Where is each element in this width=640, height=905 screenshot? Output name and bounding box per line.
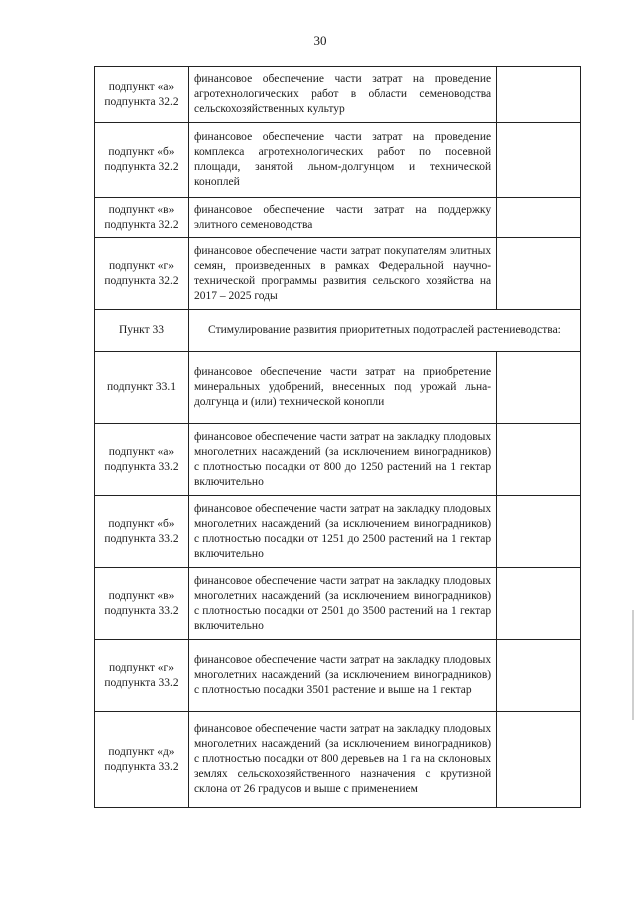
- row-description: финансовое обеспечение части затрат на проведение агротехнологических работ в области семеноводства сельскохозяйственных культур: [188, 67, 496, 123]
- row-label: Пункт 33: [95, 310, 189, 352]
- row-empty-cell: [497, 496, 581, 568]
- table-row: [95, 67, 581, 123]
- row-empty-cell: [497, 67, 581, 123]
- scan-edge-mark: [632, 610, 634, 720]
- row-description: финансовое обеспечение части затрат на закладку плодовых многолетних насаждений (за исключением виноградников) с плотностью посадки 3501 растение и выше на 1 гектар: [188, 640, 496, 712]
- row-label: подпункт «в» подпункта 33.2: [95, 568, 189, 640]
- row-empty-cell: [497, 640, 581, 712]
- table-row: [95, 424, 581, 496]
- row-description: финансовое обеспечение части затрат на закладку плодовых многолетних насаждений (за исключением виноградников) с плотностью посадки от 800 до 1250 растений на 1 гектар включительно: [188, 424, 496, 496]
- row-label: подпункт «а» подпункта 33.2: [95, 424, 189, 496]
- row-label: подпункт «д» подпункта 33.2: [95, 712, 189, 808]
- row-empty-cell: [497, 424, 581, 496]
- row-label: подпункт «в» подпункта 32.2: [95, 198, 189, 238]
- row-empty-cell: [497, 123, 581, 198]
- row-description: финансовое обеспечение части затрат на проведение комплекса агротехнологических работ по посевной площади, занятой льном-долгунцом и технической коноплей: [188, 123, 496, 198]
- table-row: [95, 640, 581, 712]
- row-description: финансовое обеспечение части затрат покупателям элитных семян, произведенных в рамках Федеральной научно-технической программы развития сельского хозяйства на 2017 – 2025 годы: [188, 238, 496, 310]
- row-label: подпункт «г» подпункта 33.2: [95, 640, 189, 712]
- row-description: финансовое обеспечение части затрат на закладку плодовых многолетних насаждений (за исключением виноградников) с плотностью посадки от 1251 до 2500 растений на 1 гектар включительно: [188, 496, 496, 568]
- row-label: подпункт 33.1: [95, 352, 189, 424]
- table-row: [95, 496, 581, 568]
- table-row: [95, 238, 581, 310]
- row-empty-cell: [497, 352, 581, 424]
- table-row: [95, 568, 581, 640]
- page-number: 30: [313, 33, 327, 48]
- subsidy-table: [94, 66, 581, 808]
- row-label: подпункт «б» подпункта 33.2: [95, 496, 189, 568]
- row-label: подпункт «а» подпункта 32.2: [95, 67, 189, 123]
- row-empty-cell: [497, 568, 581, 640]
- section-heading: Стимулирование развития приоритетных подотраслей растениеводства:: [188, 310, 580, 352]
- row-label: подпункт «г» подпункта 32.2: [95, 238, 189, 310]
- row-description: финансовое обеспечение части затрат на закладку плодовых многолетних насаждений (за исключением виноградников) с плотностью посадки от 800 деревьев на 1 га на склоновых землях сельскохозяйственного назначения с крутизной склона от 26 градусов и выше с применением: [188, 712, 496, 808]
- row-description: финансовое обеспечение части затрат на приобретение минеральных удобрений, внесенных под урожай льна-долгунца и (или) технической конопли: [188, 352, 496, 424]
- row-empty-cell: [497, 238, 581, 310]
- table-row: [95, 712, 581, 808]
- table-row: [95, 310, 581, 352]
- table-row: [95, 352, 581, 424]
- row-empty-cell: [497, 712, 581, 808]
- table-row: [95, 198, 581, 238]
- row-description: финансовое обеспечение части затрат на поддержку элитного семеноводства: [188, 198, 496, 238]
- row-empty-cell: [497, 198, 581, 238]
- row-label: подпункт «б» подпункта 32.2: [95, 123, 189, 198]
- row-description: финансовое обеспечение части затрат на закладку плодовых многолетних насаждений (за исключением виноградников) с плотностью посадки от 2501 до 3500 растений на 1 гектар включительно: [188, 568, 496, 640]
- table-row: [95, 123, 581, 198]
